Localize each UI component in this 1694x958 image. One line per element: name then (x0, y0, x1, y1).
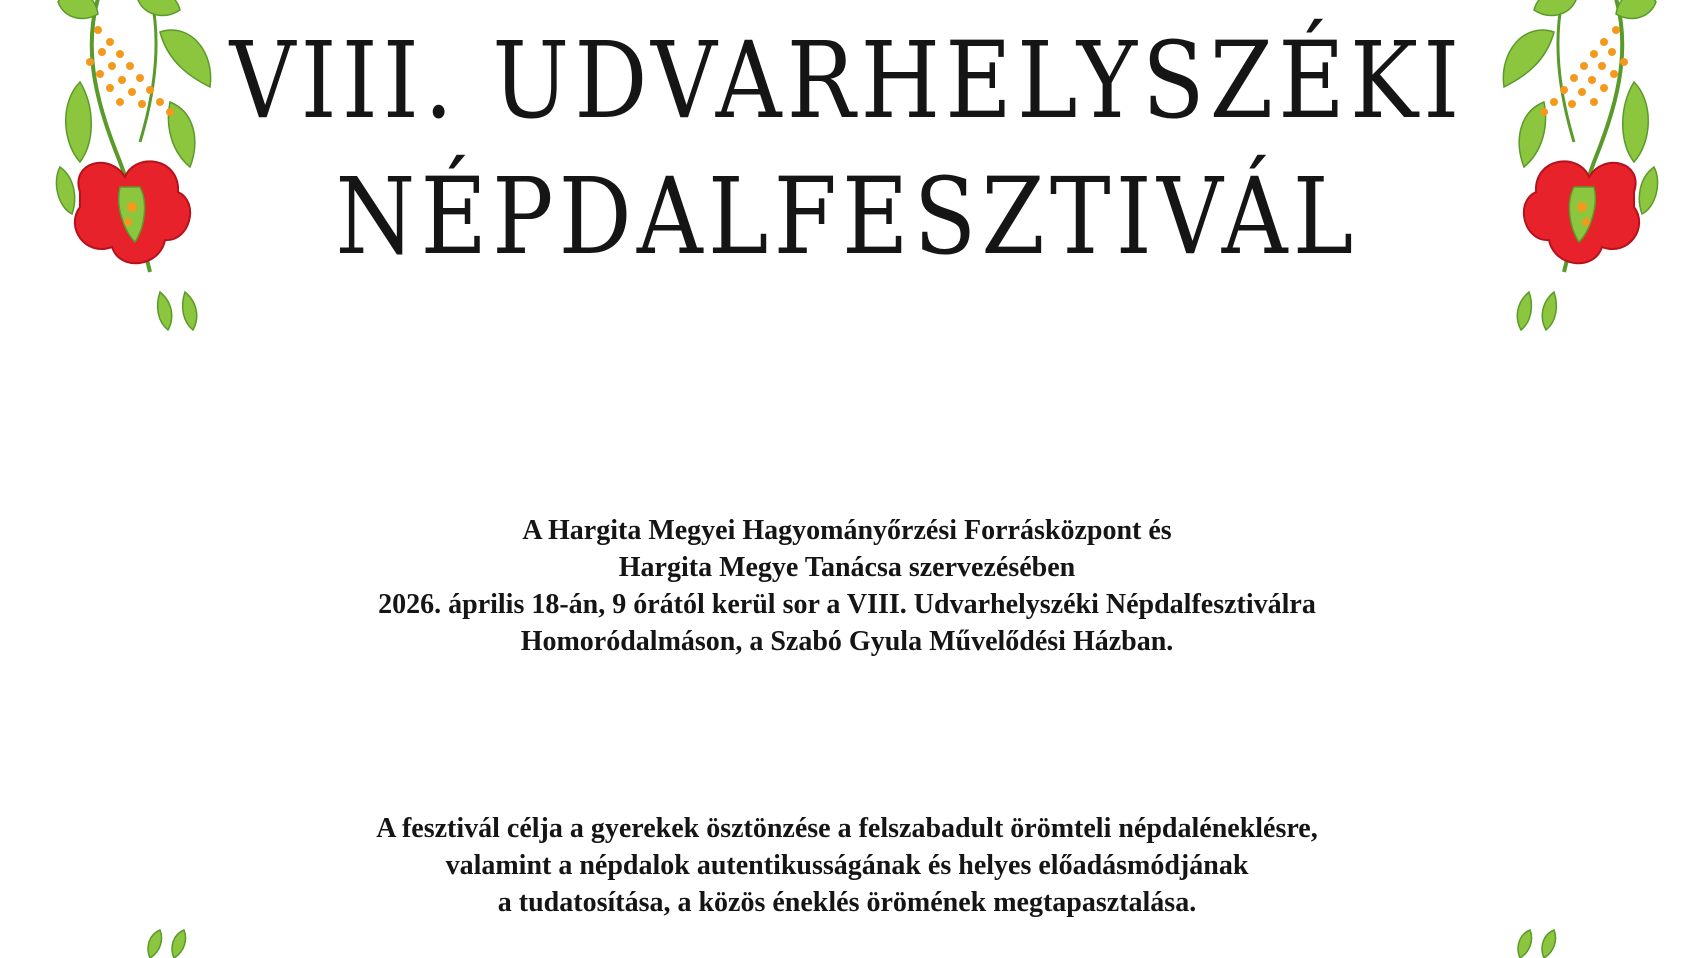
intro-paragraph (0, 512, 1694, 660)
purpose-line: valamint a népdalok autentikusságának és helyes előadásmódjának (445, 850, 1249, 881)
intro-line: 2026. április 18-án, 9 órától kerül sor a VIII. Udvarhelyszéki Népdalfesztiválra (378, 589, 1316, 620)
festival-title-line-2: NÉPDALFESZTIVÁL (335, 155, 1359, 278)
purpose-line: A fesztivál célja a gyerekek ösztönzése a felszabadult örömteli népdaléneklésre, (376, 813, 1318, 844)
purpose-paragraph (0, 810, 1694, 921)
intro-line: A Hargita Megyei Hagyományőrzési Forrásközpont és (522, 515, 1172, 546)
intro-line: Hargita Megye Tanácsa szervezésében (618, 552, 1076, 583)
leaf-sprig-icon (1510, 928, 1570, 958)
festival-title-line-1: VIII. UDVARHELYSZÉKI (229, 19, 1465, 142)
leaf-sprig-icon (140, 928, 200, 958)
intro-line: Homoródalmáson, a Szabó Gyula Művelődési Házban. (520, 626, 1174, 657)
purpose-line: a tudatosítása, a közös éneklés örömének megtapasztalása. (497, 887, 1197, 918)
